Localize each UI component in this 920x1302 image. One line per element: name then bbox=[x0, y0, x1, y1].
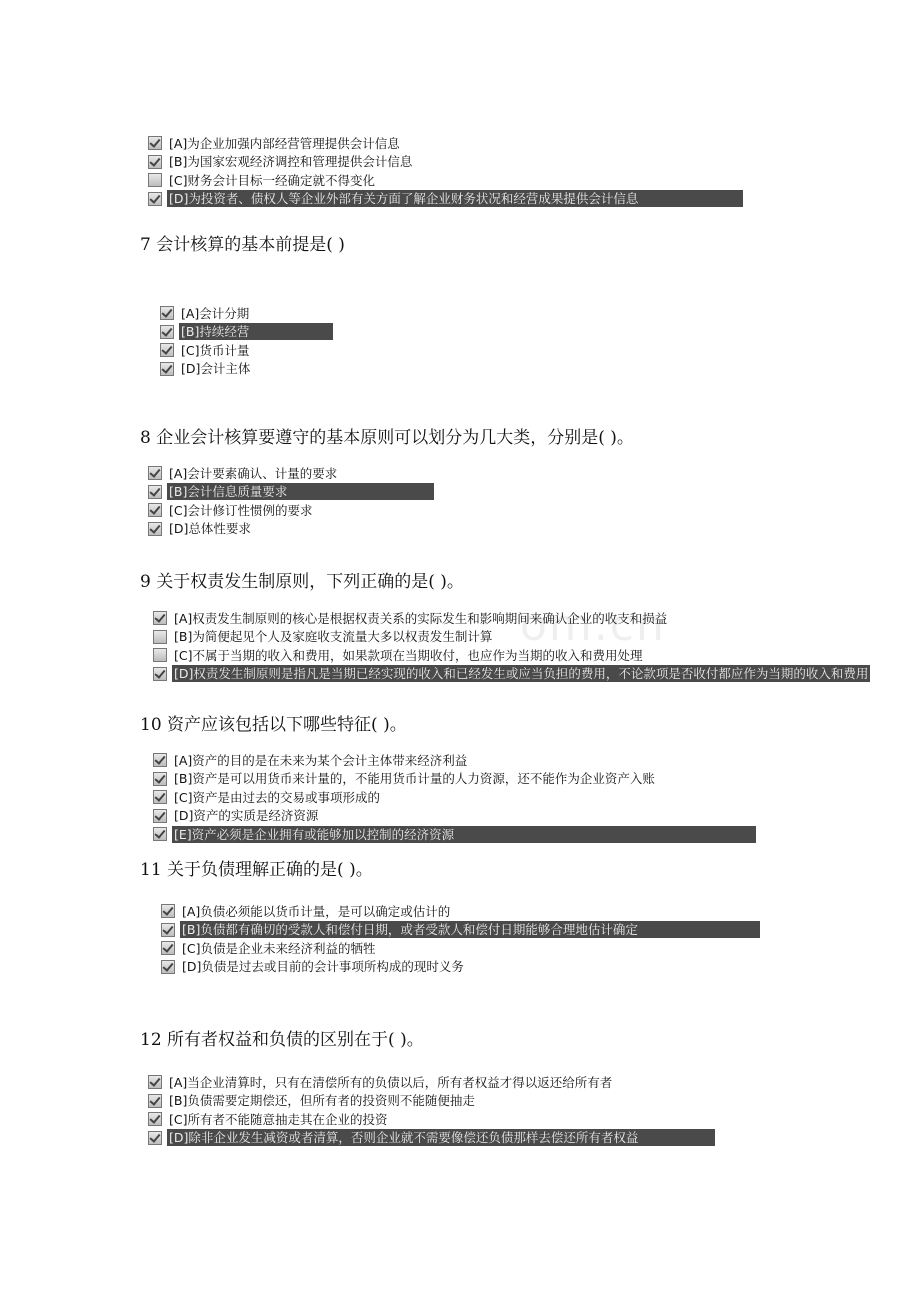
question-11: 11 关于负债理解正确的是( )。 bbox=[140, 860, 373, 880]
option-label: [A]为企业加强内部经营管理提供会计信息 bbox=[169, 135, 400, 151]
option-label: [A]会计要素确认、计量的要求 bbox=[169, 465, 338, 481]
option-7c[interactable] bbox=[160, 341, 333, 360]
option-label: [C]货币计量 bbox=[181, 342, 250, 358]
option-10b[interactable] bbox=[153, 770, 756, 789]
checkbox-icon[interactable] bbox=[148, 485, 162, 499]
option-8a[interactable] bbox=[148, 464, 434, 483]
options-block-11 bbox=[161, 902, 760, 976]
option-10a[interactable] bbox=[153, 751, 756, 770]
checkbox-icon[interactable] bbox=[160, 343, 174, 357]
question-10: 10 资产应该包括以下哪些特征( )。 bbox=[140, 715, 407, 735]
question-8: 8 企业会计核算要遵守的基本原则可以划分为几大类，分别是( )。 bbox=[140, 428, 634, 448]
checkbox-icon[interactable] bbox=[148, 503, 162, 517]
option-11c[interactable] bbox=[161, 939, 760, 958]
checkbox-icon[interactable] bbox=[153, 809, 167, 823]
option-10e[interactable] bbox=[153, 825, 756, 844]
options-block-10 bbox=[153, 751, 756, 844]
option-label: [B]为国家宏观经济调控和管理提供会计信息 bbox=[169, 154, 413, 170]
checkbox-icon[interactable] bbox=[148, 155, 162, 169]
option-6d[interactable] bbox=[148, 190, 748, 209]
option-9c[interactable] bbox=[153, 646, 920, 665]
option-label: [C]资产是由过去的交易或事项形成的 bbox=[174, 789, 380, 805]
option-10c[interactable] bbox=[153, 788, 756, 807]
option-8d[interactable] bbox=[148, 520, 434, 539]
question-12: 12 所有者权益和负债的区别在于( )。 bbox=[140, 1030, 424, 1050]
option-label: [B]为简便起见个人及家庭收支流量大多以权责发生制计算 bbox=[174, 629, 493, 645]
option-label: [A]负债必须能以货币计量，是可以确定或估计的 bbox=[182, 903, 451, 919]
checkbox-icon[interactable] bbox=[148, 136, 162, 150]
option-label: [C]财务会计目标一经确定就不得变化 bbox=[169, 172, 375, 188]
checkbox-icon[interactable] bbox=[148, 1094, 162, 1108]
checkbox-icon[interactable] bbox=[153, 790, 167, 804]
checkbox-icon[interactable] bbox=[161, 941, 175, 955]
checkbox-icon[interactable] bbox=[148, 1112, 162, 1126]
option-label: [B]会计信息质量要求 bbox=[167, 483, 434, 500]
checkbox-icon[interactable] bbox=[153, 753, 167, 767]
watermark: om.cn bbox=[520, 600, 666, 651]
option-6b[interactable] bbox=[148, 153, 748, 172]
option-6c[interactable] bbox=[148, 171, 748, 190]
option-label: [C]负债是企业未来经济利益的牺牲 bbox=[182, 940, 376, 956]
checkbox-icon[interactable] bbox=[148, 522, 162, 536]
checkbox-icon[interactable] bbox=[161, 904, 175, 918]
checkbox-icon[interactable] bbox=[153, 667, 167, 681]
option-9a[interactable] bbox=[153, 609, 920, 628]
option-12c[interactable] bbox=[148, 1110, 715, 1129]
options-block-12 bbox=[148, 1073, 715, 1147]
option-label: [A]会计分期 bbox=[181, 305, 250, 321]
option-label: [D]资产的实质是经济资源 bbox=[174, 808, 319, 824]
option-11b[interactable] bbox=[161, 921, 760, 940]
option-label: [B]负债需要定期偿还，但所有者的投资则不能随便抽走 bbox=[169, 1093, 475, 1109]
option-12d[interactable] bbox=[148, 1129, 715, 1148]
option-label: [D]除非企业发生减资或者清算，否则企业就不需要像偿还负债那样去偿还所有者权益 bbox=[167, 1129, 715, 1146]
option-label: [C]会计修订性惯例的要求 bbox=[169, 502, 313, 518]
checkbox-icon[interactable] bbox=[160, 306, 174, 320]
option-label: [C]不属于当期的收入和费用，如果款项在当期收付，也应作为当期的收入和费用处理 bbox=[174, 647, 643, 663]
option-12a[interactable] bbox=[148, 1073, 715, 1092]
option-7d[interactable] bbox=[160, 360, 333, 379]
checkbox-icon[interactable] bbox=[161, 923, 175, 937]
option-label: [B]负债都有确切的受款人和偿付日期，或者受款人和偿付日期能够合理地估计确定 bbox=[180, 921, 760, 938]
checkbox-icon[interactable] bbox=[148, 192, 162, 206]
options-block-7 bbox=[160, 304, 333, 378]
option-7a[interactable] bbox=[160, 304, 333, 323]
checkbox-icon[interactable] bbox=[161, 960, 175, 974]
checkbox-icon[interactable] bbox=[148, 1075, 162, 1089]
option-10d[interactable] bbox=[153, 807, 756, 826]
checkbox-icon[interactable] bbox=[153, 648, 167, 662]
question-7: 7 会计核算的基本前提是( ) bbox=[140, 235, 345, 255]
option-label: [D]权责发生制原则是指凡是当期已经实现的收入和已经发生或应当负担的费用，不论款项是否收付都应作为当期的收入和费用 bbox=[174, 666, 869, 682]
option-label: [E]资产必须是企业拥有或能够加以控制的经济资源 bbox=[172, 826, 756, 843]
option-8b[interactable] bbox=[148, 483, 434, 502]
option-label: [D]为投资者、债权人等企业外部有关方面了解企业财务状况和经营成果提供会计信息 bbox=[167, 190, 743, 207]
option-11a[interactable] bbox=[161, 902, 760, 921]
option-label: [C]所有者不能随意抽走其在企业的投资 bbox=[169, 1111, 388, 1127]
option-label: [D]会计主体 bbox=[181, 361, 251, 377]
checkbox-icon[interactable] bbox=[148, 1131, 162, 1145]
checkbox-icon[interactable] bbox=[153, 611, 167, 625]
option-9d[interactable] bbox=[153, 665, 920, 684]
option-label: [B]资产是可以用货币来计量的，不能用货币计量的人力资源，还不能作为企业资产入账 bbox=[174, 771, 655, 787]
option-label: [D]负债是过去或目前的会计事项所构成的现时义务 bbox=[182, 959, 464, 975]
option-6a[interactable] bbox=[148, 134, 748, 153]
option-8c[interactable] bbox=[148, 501, 434, 520]
option-label: [A]资产的目的是在未来为某个会计主体带来经济利益 bbox=[174, 752, 468, 768]
options-block-8 bbox=[148, 464, 434, 538]
options-block-6 bbox=[148, 134, 748, 208]
checkbox-icon[interactable] bbox=[160, 325, 174, 339]
option-label: [D]总体性要求 bbox=[169, 521, 251, 537]
option-11d[interactable] bbox=[161, 958, 760, 977]
checkbox-icon[interactable] bbox=[153, 772, 167, 786]
option-label: [A]权责发生制原则的核心是根据权责关系的实际发生和影响期间来确认企业的收支和损益 bbox=[174, 610, 668, 626]
checkbox-icon[interactable] bbox=[153, 827, 167, 841]
options-block-9 bbox=[153, 609, 920, 683]
checkbox-icon[interactable] bbox=[148, 173, 162, 187]
option-label: [A]当企业清算时，只有在清偿所有的负债以后，所有者权益才得以返还给所有者 bbox=[169, 1074, 613, 1090]
option-12b[interactable] bbox=[148, 1092, 715, 1111]
option-9b[interactable] bbox=[153, 628, 920, 647]
checkbox-icon[interactable] bbox=[160, 362, 174, 376]
question-9: 9 关于权责发生制原则，下列正确的是( )。 bbox=[140, 572, 464, 592]
option-label: [B]持续经营 bbox=[179, 323, 333, 340]
checkbox-icon[interactable] bbox=[153, 630, 167, 644]
checkbox-icon[interactable] bbox=[148, 466, 162, 480]
option-7b[interactable] bbox=[160, 323, 333, 342]
